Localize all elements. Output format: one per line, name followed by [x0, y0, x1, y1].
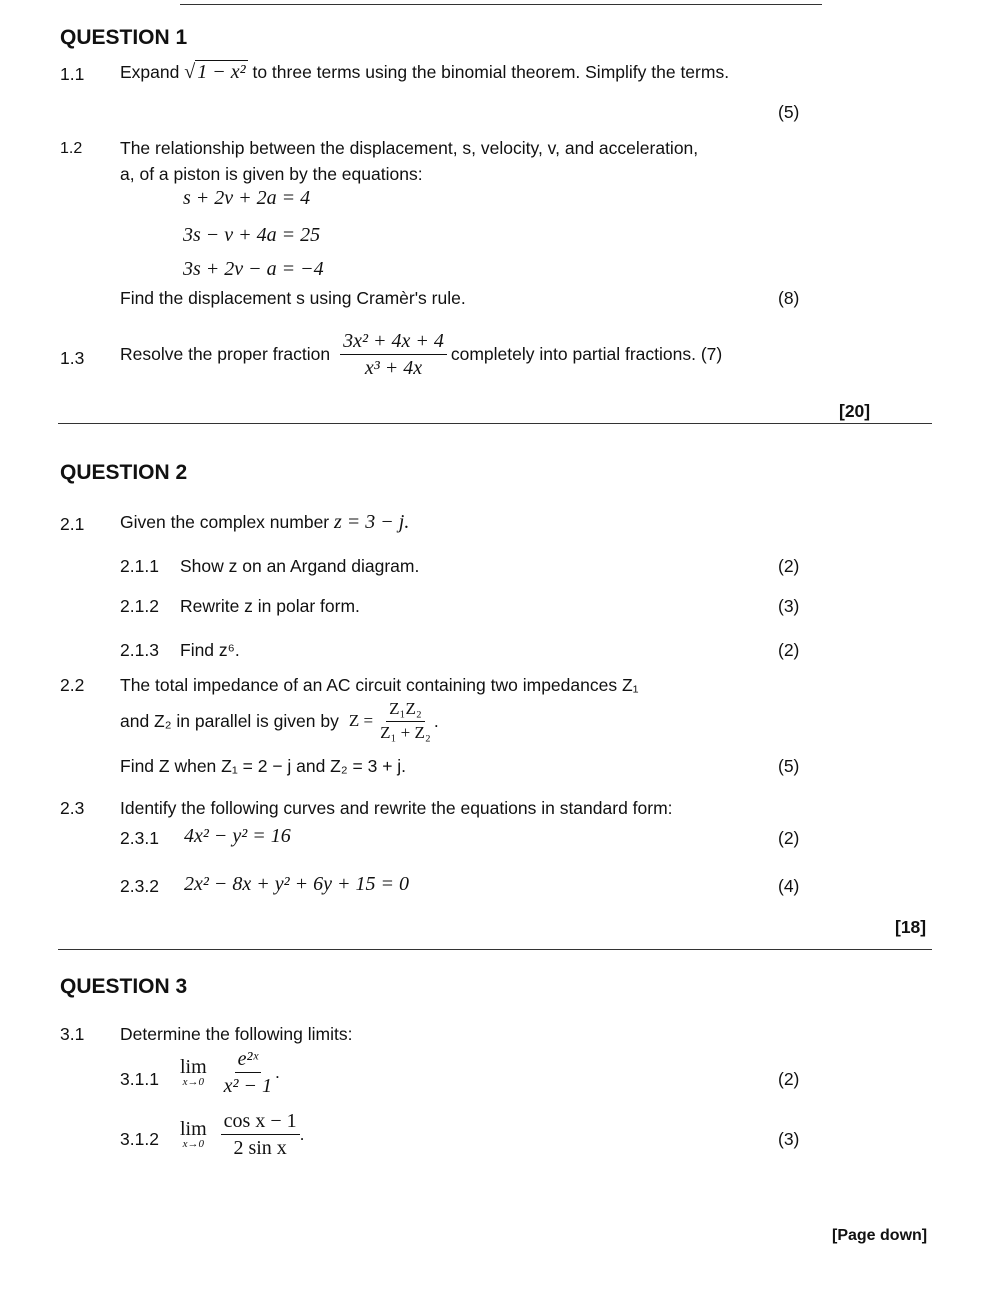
q2-3-2-marks: (4)	[778, 876, 800, 896]
q3-1-1-lim-word: lim	[180, 1056, 207, 1078]
q2-3-1-number: 2.3.1	[120, 828, 159, 848]
q1-3-post: completely into partial fractions. (7)	[450, 344, 723, 364]
q2-2-line1: The total impedance of an AC circuit containing two impedances Z₁	[120, 675, 639, 695]
q3-1-2-marks: (3)	[778, 1129, 800, 1149]
q2-2-z-lhs: Z =	[348, 711, 374, 731]
q2-2-numerator: Z₁Z₂	[386, 700, 425, 722]
q3-1-2-number: 3.1.2	[120, 1129, 159, 1149]
q2-1-3-text: Find z⁶.	[180, 640, 240, 660]
q1-2-equation-1: s + 2v + 2a = 4	[183, 187, 311, 209]
q2-1-2-text: Rewrite z in polar form.	[180, 596, 360, 616]
q1-3-number: 1.3	[60, 348, 85, 368]
q2-1-1-text: Show z on an Argand diagram.	[180, 556, 420, 576]
q2-1-2-marks: (3)	[778, 596, 800, 616]
question-2-title: QUESTION 2	[60, 461, 188, 484]
q1-1-sqrt-expr: √ 1 − x²	[184, 61, 246, 83]
q2-3-2-expr: 2x² − 8x + y² + 6y + 15 = 0	[184, 873, 409, 895]
top-rule	[180, 4, 822, 5]
q1-1-text	[120, 60, 729, 84]
q1-3-denominator: x³ + 4x	[364, 357, 423, 379]
q3-1-1-period: .	[275, 1062, 280, 1082]
q2-1-1-number: 2.1.1	[120, 556, 159, 576]
q2-3-1-marks: (2)	[778, 828, 800, 848]
q3-1-2-denominator: 2 sin x	[233, 1137, 287, 1159]
q2-2-line2-pre: and Z₂ in parallel is given by	[120, 710, 339, 731]
q3-1-2-fraction	[221, 1110, 300, 1159]
q3-1-2-lim-sub: x→0	[182, 1138, 205, 1150]
q2-2-line3: Find Z when Z₁ = 2 − j and Z₂ = 3 + j.	[120, 756, 407, 776]
q2-3-1-expr: 4x² − y² = 16	[184, 825, 291, 847]
q1-1-post: to three terms using the binomial theorem. Simplify the terms.	[252, 62, 730, 82]
q3-1-1-number: 3.1.1	[120, 1069, 159, 1089]
q3-1-1-marks: (2)	[778, 1069, 800, 1089]
q1-1-marks: (5)	[778, 102, 800, 122]
q1-2-line2: a, of a piston is given by the equations:	[120, 164, 423, 184]
q3-1-1-expr	[180, 1048, 280, 1097]
q1-1-number: 1.1	[60, 64, 85, 84]
q3-1-2-lim	[180, 1119, 207, 1150]
q1-2-find: Find the displacement s using Cramèr's rule.	[120, 288, 466, 308]
q1-2-number: 1.2	[60, 140, 83, 157]
q2-1-3-number: 2.1.3	[120, 640, 159, 660]
q2-2-fraction	[377, 700, 434, 742]
q3-1-2-period: .	[299, 1124, 305, 1144]
q3-1-number: 3.1	[60, 1024, 85, 1044]
q1-3-line	[120, 330, 722, 379]
q3-1-1-lim	[180, 1057, 207, 1088]
q2-3-2-number: 2.3.2	[120, 876, 159, 896]
q3-1-2-expr	[180, 1110, 305, 1159]
q2-2-marks: (5)	[778, 756, 800, 776]
page-down-label: [Page down]	[832, 1227, 928, 1244]
q2-2-denominator: Z₁ + Z₂	[380, 722, 431, 742]
q2-3-text: Identify the following curves and rewrite the equations in standard form:	[120, 798, 673, 818]
q1-1-sqrt-radicand: 1 − x²	[197, 61, 246, 83]
question-3-title: QUESTION 3	[60, 975, 188, 998]
q2-divider	[58, 949, 932, 950]
q1-2-equation-3: 3s + 2v − a = −4	[183, 258, 324, 280]
q2-1-3-marks: (2)	[778, 640, 800, 660]
q1-3-fraction	[340, 330, 447, 379]
q3-1-1-numerator: e²ˣ	[235, 1048, 262, 1073]
q2-3-number: 2.3	[60, 798, 85, 818]
q2-1-expr: z = 3 − j.	[334, 511, 410, 533]
q3-1-text: Determine the following limits:	[120, 1024, 353, 1044]
q3-1-2-numerator: cos x − 1	[221, 1110, 300, 1135]
q3-1-1-fraction	[221, 1048, 275, 1097]
q1-2-marks: (8)	[778, 288, 800, 308]
q2-1-number: 2.1	[60, 514, 85, 534]
q1-total: [20]	[839, 401, 871, 421]
q1-divider	[58, 423, 932, 424]
q2-2-number: 2.2	[60, 675, 85, 695]
question-1-title: QUESTION 1	[60, 26, 188, 49]
q3-1-2-lim-word: lim	[180, 1118, 207, 1140]
q3-1-1-lim-sub: x→0	[182, 1076, 205, 1088]
q3-1-1-denominator: x² − 1	[223, 1075, 273, 1097]
q1-3-numerator: 3x² + 4x + 4	[340, 330, 447, 355]
q1-2-equation-2: 3s − v + 4a = 25	[183, 224, 321, 246]
q2-1-text: Given the complex number	[120, 512, 330, 532]
q2-1-line	[120, 511, 409, 534]
q2-1-2-number: 2.1.2	[120, 596, 159, 616]
q2-total: [18]	[895, 917, 927, 937]
q1-3-pre: Resolve the proper fraction	[120, 344, 331, 364]
q2-2-line2	[120, 700, 439, 742]
q1-1-pre: Expand	[120, 62, 180, 82]
q2-1-1-marks: (2)	[778, 556, 800, 576]
q2-2-period: .	[433, 710, 439, 731]
q1-2-line1: The relationship between the displacement, s, velocity, v, and acceleration,	[120, 138, 699, 158]
